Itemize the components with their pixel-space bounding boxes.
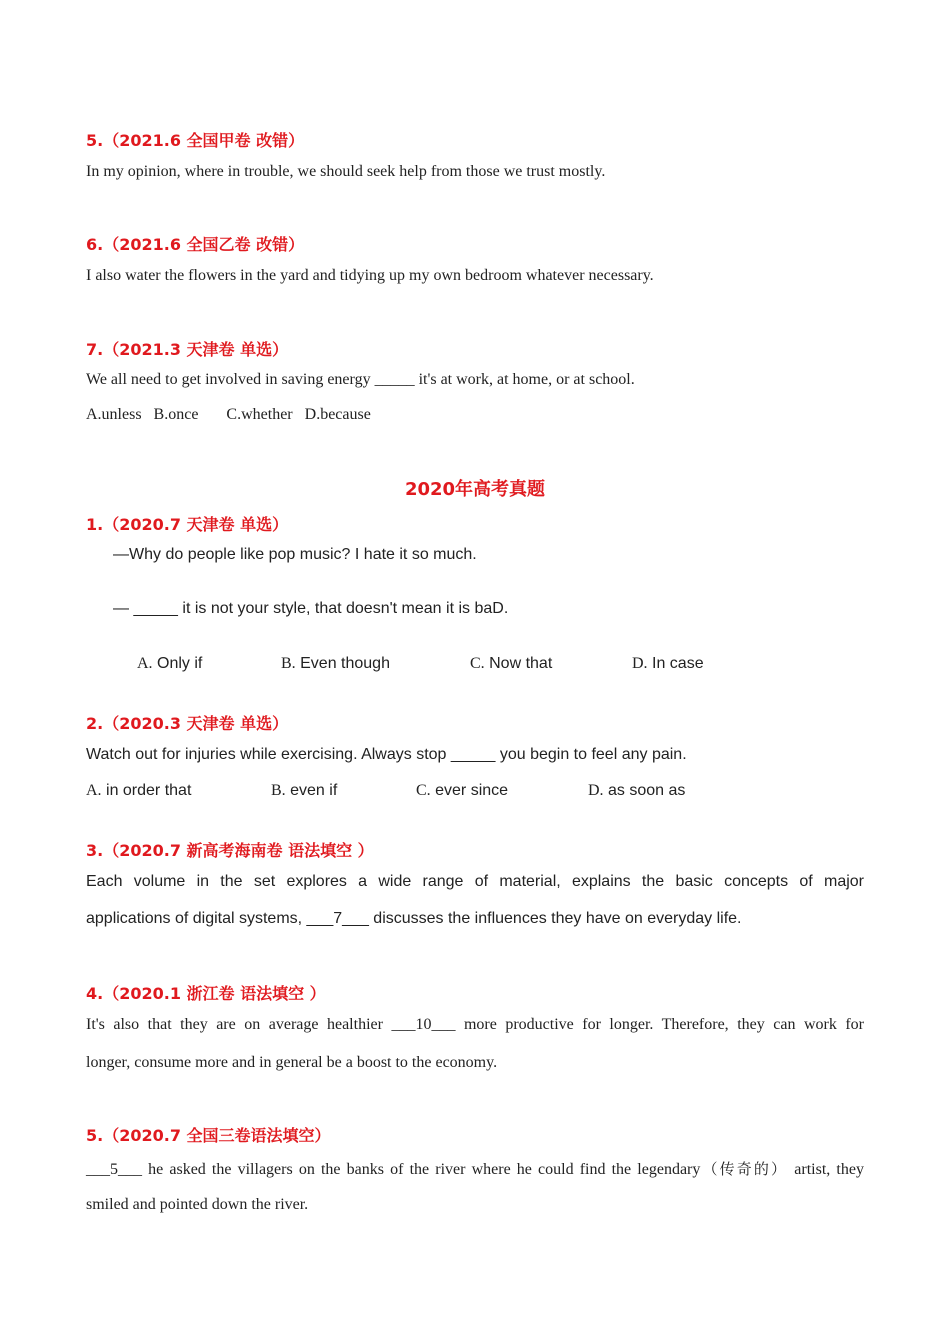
question-text: In my opinion, where in trouble, we should seek help from those we trust mostly. bbox=[86, 163, 606, 180]
option-b: B. Even though bbox=[281, 655, 390, 672]
option-d: D. In case bbox=[632, 655, 704, 672]
option-a: A. in order that bbox=[86, 782, 192, 799]
question-text-line: smiled and pointed down the river. bbox=[86, 1196, 309, 1213]
question-header: 3.（2020.7 新高考海南卷 语法填空 ） bbox=[86, 841, 374, 860]
question-text: I also water the flowers in the yard and tidying up my own bedroom whatever necessary. bbox=[86, 267, 654, 284]
question-text-line: Each volume in the set explores a wide range of material, explains the basic concepts of major bbox=[86, 873, 864, 890]
question-header: 7.（2021.3 天津卷 单选） bbox=[86, 340, 289, 359]
question-header: 2.（2020.3 天津卷 单选） bbox=[86, 714, 289, 733]
question-text-line: longer, consume more and in general be a boost to the economy. bbox=[86, 1054, 498, 1071]
question-text-line: applications of digital systems, ___7___ discusses the influences they have on everyday life. bbox=[86, 910, 742, 927]
question-text: Watch out for injuries while exercising. Always stop _____ you begin to feel any pain. bbox=[86, 746, 687, 763]
option-d: D. as soon as bbox=[588, 782, 686, 799]
question-text: We all need to get involved in saving energy _____ it's at work, at home, or at school. bbox=[86, 371, 635, 388]
question-options: A.unless B.once C.whether D.because bbox=[86, 406, 371, 423]
dialogue-line: —Why do people like pop music? I hate it so much. bbox=[113, 546, 477, 563]
dialogue-line: — _____ it is not your style, that doesn't mean it is baD. bbox=[113, 600, 509, 617]
question-header: 4.（2020.1 浙江卷 语法填空 ） bbox=[86, 984, 326, 1003]
answer-blank: ___5___ bbox=[86, 1161, 142, 1178]
question-text-line: ___5___ he asked the villagers on the banks of the river where he could find the legendary（传奇的） artist, they bbox=[86, 1160, 864, 1178]
question-header: 1.（2020.7 天津卷 单选） bbox=[86, 515, 289, 534]
question-header: 5.（2021.6 全国甲卷 改错） bbox=[86, 131, 305, 150]
section-title: 2020年高考真题 bbox=[404, 479, 546, 500]
answer-blank: ___10___ bbox=[391, 1016, 456, 1033]
question-text-line: It's also that they are on average healthier ___10___ more productive for longer. Therefore, they can work for bbox=[86, 1016, 864, 1033]
question-header: 5.（2020.7 全国三卷语法填空） bbox=[86, 1126, 331, 1145]
option-c: C. Now that bbox=[470, 655, 553, 672]
option-c: C. ever since bbox=[416, 782, 509, 799]
question-header: 6.（2021.6 全国乙卷 改错） bbox=[86, 235, 305, 254]
answer-blank: ___7___ bbox=[306, 910, 369, 927]
option-b: B. even if bbox=[271, 782, 338, 799]
option-a: A. Only if bbox=[137, 655, 203, 672]
